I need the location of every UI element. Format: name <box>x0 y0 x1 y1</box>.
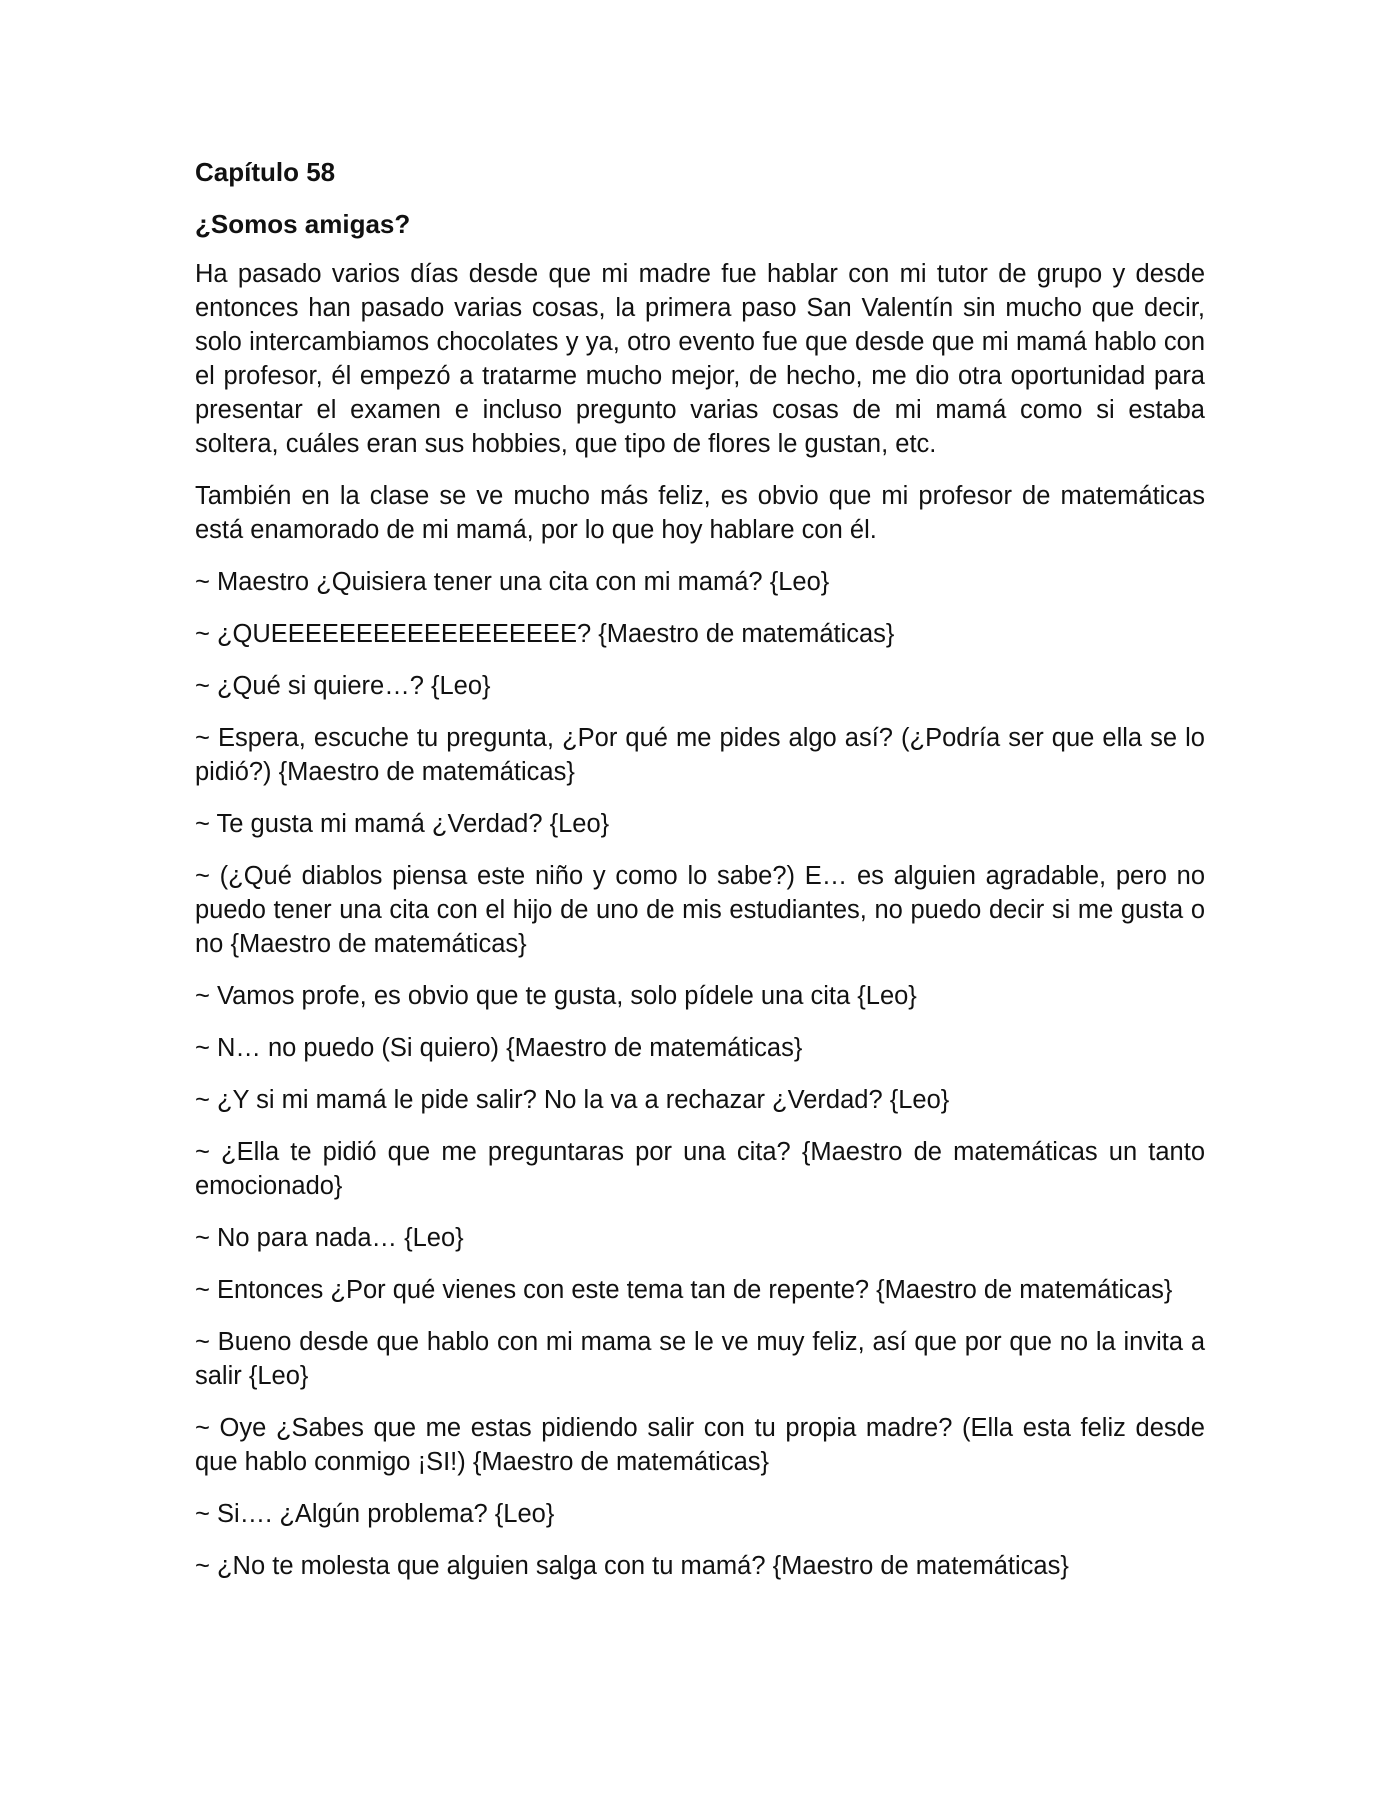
dialogue-line: ~ Espera, escuche tu pregunta, ¿Por qué me pides algo así? (¿Podría ser que ella se lo pidió?) {Maestro de matemáticas} <box>195 724 1205 786</box>
dialogue-line: ~ Bueno desde que hablo con mi mama se le ve muy feliz, así que por que no la invita a salir {Leo} <box>195 1328 1205 1390</box>
chapter-title: ¿Somos amigas? <box>195 209 411 239</box>
dialogue-line: ~ Vamos profe, es obvio que te gusta, solo pídele una cita {Leo} <box>195 982 917 1010</box>
document-page <box>195 155 1205 1601</box>
paragraph-intro: Ha pasado varios días desde que mi madre fue hablar con mi tutor de grupo y desde entonces han pasado varias cosas, la primera paso San Valentín sin mucho que decir, solo intercambiamos chocolates y ya, otro evento fue que desde que mi mamá hablo con el profesor, él empezó a tratarme mucho mejor, de hecho, me dio otra oportunidad para presentar el examen e incluso pregunto varias cosas de mi mamá como si estaba soltera, cuáles eran sus hobbies, que tipo de flores le gustan, etc. <box>195 260 1205 458</box>
paragraph-teacher-happy: También en la clase se ve mucho más feliz, es obvio que mi profesor de matemáticas está enamorado de mi mamá, por lo que hoy hablare con él. <box>195 482 1205 544</box>
dialogue-line: ~ Maestro ¿Quisiera tener una cita con mi mamá? {Leo} <box>195 568 830 596</box>
dialogue-line: ~ Oye ¿Sabes que me estas pidiendo salir con tu propia madre? (Ella esta feliz desde que hablo conmigo ¡SI!) {Maestro de matemáticas} <box>195 1414 1205 1476</box>
dialogue-line: ~ Si…. ¿Algún problema? {Leo} <box>195 1500 555 1528</box>
dialogue-line: ~ ¿Ella te pidió que me preguntaras por una cita? {Maestro de matemáticas un tanto emocionado} <box>195 1138 1205 1200</box>
dialogue-line: ~ ¿Y si mi mamá le pide salir? No la va a rechazar ¿Verdad? {Leo} <box>195 1086 950 1114</box>
dialogue-line: ~ Entonces ¿Por qué vienes con este tema tan de repente? {Maestro de matemáticas} <box>195 1276 1173 1304</box>
dialogue-line: ~ Te gusta mi mamá ¿Verdad? {Leo} <box>195 810 610 838</box>
chapter-heading: Capítulo 58 <box>195 157 336 187</box>
dialogue-line: ~ ¿No te molesta que alguien salga con tu mamá? {Maestro de matemáticas} <box>195 1552 1069 1580</box>
dialogue-line: ~ ¿QUEEEEEEEEEEEEEEEEEE? {Maestro de matemáticas} <box>195 620 895 648</box>
dialogue-line: ~ (¿Qué diablos piensa este niño y como lo sabe?) E… es alguien agradable, pero no puedo tener una cita con el hijo de uno de mis estudiantes, no puedo decir si me gusta o no {Maestro de matemáticas} <box>195 862 1205 958</box>
dialogue-line: ~ N… no puedo (Si quiero) {Maestro de matemáticas} <box>195 1034 803 1062</box>
dialogue-line: ~ No para nada… {Leo} <box>195 1224 464 1252</box>
dialogue-line: ~ ¿Qué si quiere…? {Leo} <box>195 672 491 700</box>
